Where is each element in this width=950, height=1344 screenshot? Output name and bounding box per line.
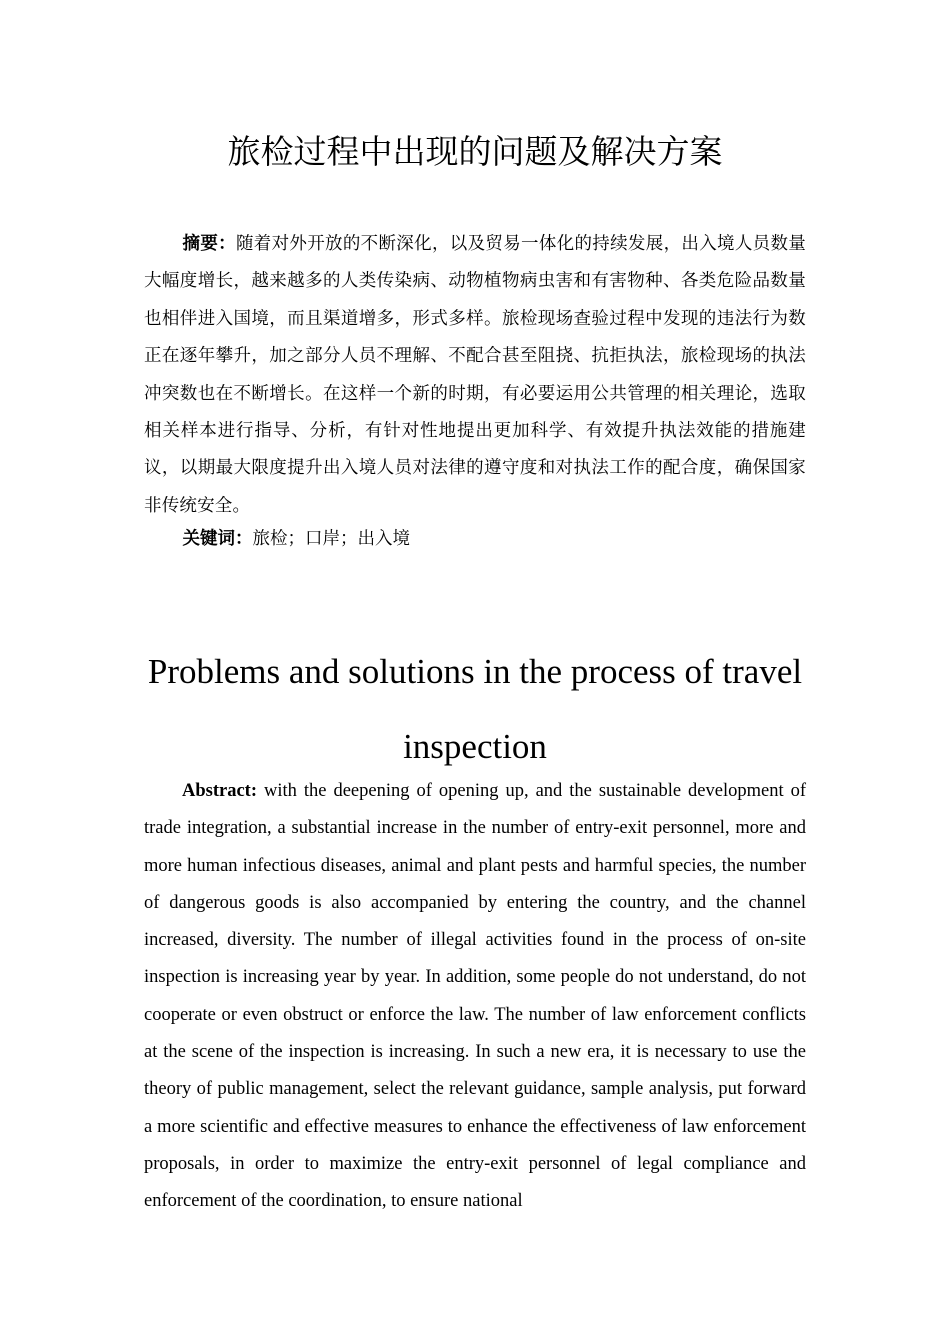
chinese-abstract-label: 摘要：	[182, 234, 236, 254]
chinese-abstract	[144, 226, 806, 525]
english-abstract	[144, 773, 806, 1221]
chinese-abstract-text: 随着对外开放的不断深化，以及贸易一体化的持续发展，出入境人员数量大幅度增长，越来越多的人类传染病、动物植物病虫害和有害物种、各类危险品数量也相伴进入国境，而且渠道增多，形式多样。旅检现场查验过程中发现的违法行为数正在逐年攀升，加之部分人员不理解、不配合甚至阻挠、抗拒执法，旅检现场的执法冲突数也在不断增长。在这样一个新的时期，有必要运用公共管理的相关理论，选取相关样本进行指导、分析，有针对性地提出更加科学、有效提升执法效能的措施建议，以期最大限度提升出入境人员对法律的遵守度和对执法工作的配合度，确保国家非传统安全。	[144, 234, 806, 516]
english-abstract-text: with the deepening of opening up, and the sustainable development of trade integration, a substantial increase in the number of entry-exit personnel, more and more human infectious diseases, animal and plant pests and harmful species, the number of dangerous goods is also accompanied by entering the country, and the channel increased, diversity. The number of illegal activities found in the process of on-site inspection is increasing year by year. In addition, some people do not understand, do not cooperate or even obstruct or enforce the law. The number of law enforcement conflicts at the scene of the inspection is increasing. In such a new era, it is necessary to use the theory of public management, select the relevant guidance, sample analysis, put forward a more scientific and effective measures to enhance the effectiveness of law enforcement proposals, in order to maximize the entry-exit personnel of legal compliance and enforcement of the coordination, to ensure national	[144, 781, 806, 1212]
chinese-keywords	[144, 521, 806, 558]
chinese-keywords-label: 关键词：	[182, 529, 253, 549]
chinese-title: 旅检过程中出现的问题及解决方案	[227, 132, 723, 171]
chinese-keywords-text: 旅检；口岸；出入境	[252, 529, 410, 549]
english-abstract-label: Abstract:	[182, 781, 258, 801]
english-title: Problems and solutions in the process of travel inspection	[147, 652, 803, 766]
